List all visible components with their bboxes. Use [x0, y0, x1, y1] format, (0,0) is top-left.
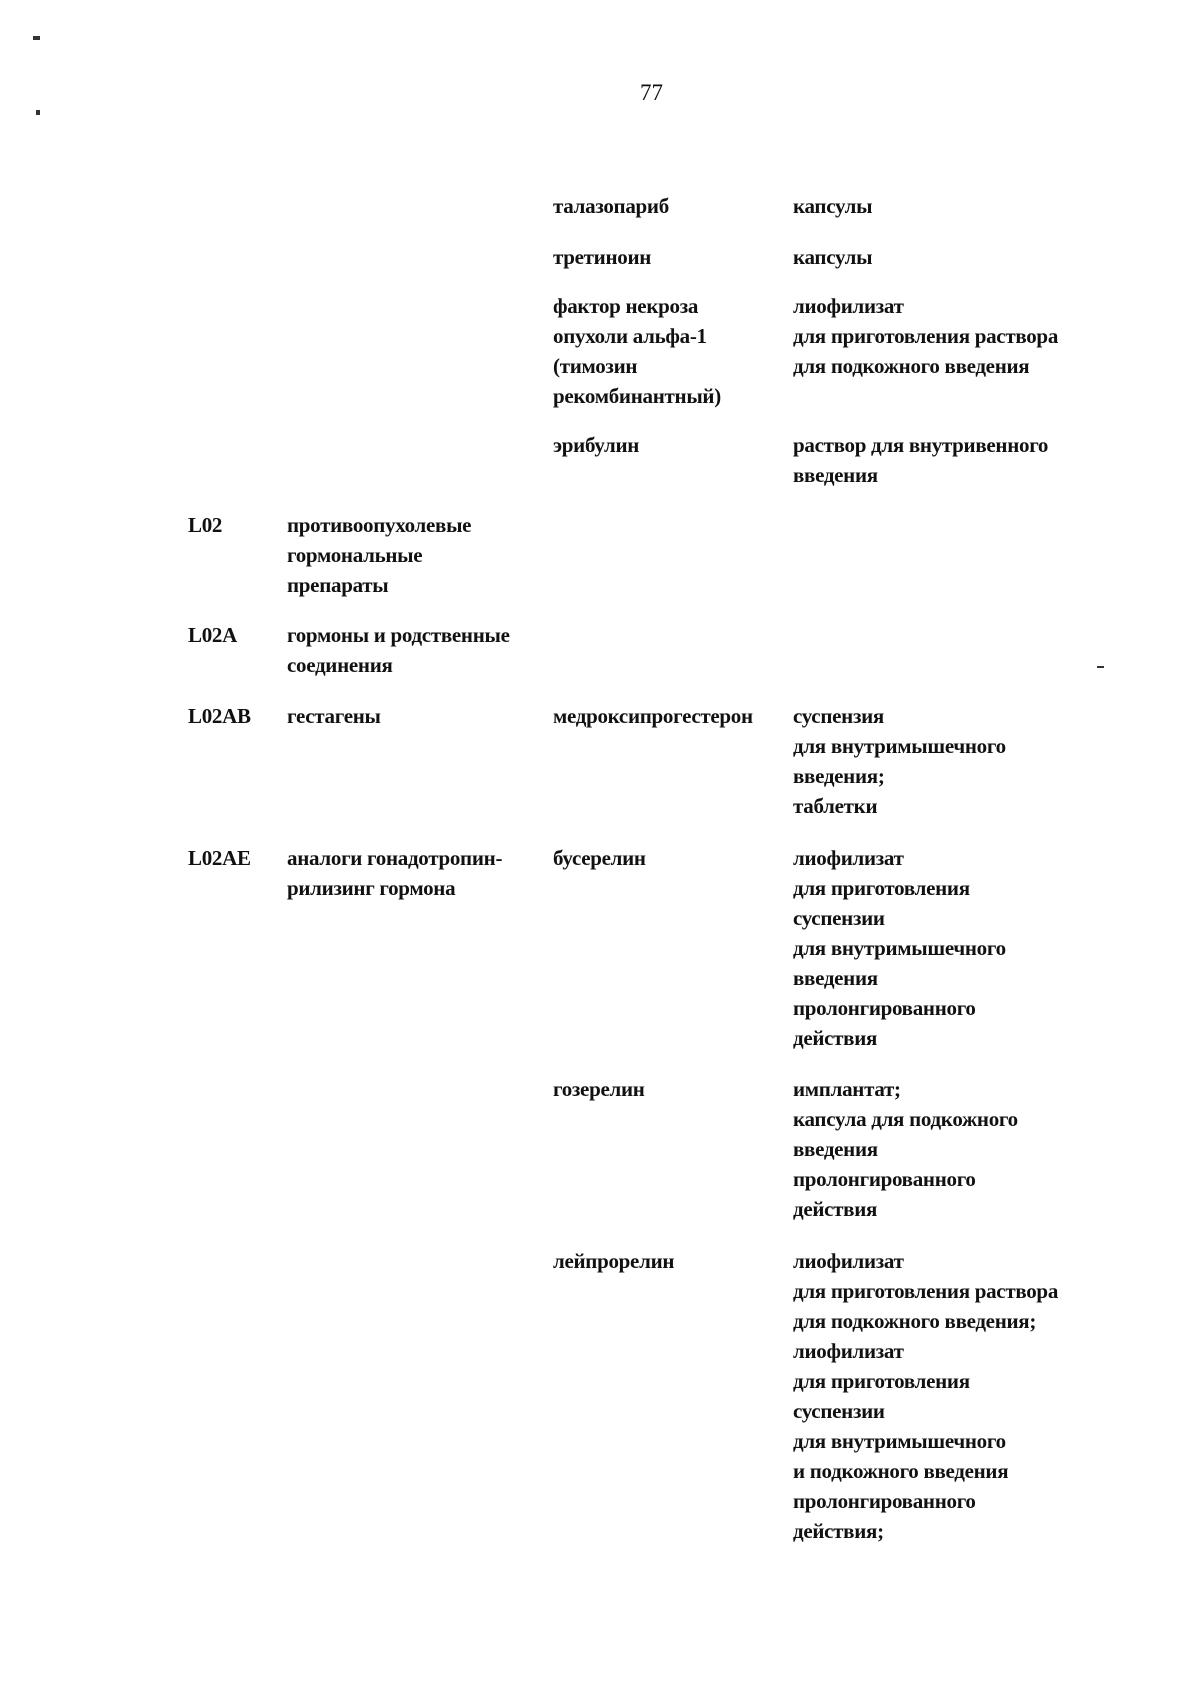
scan-artifact: [33, 36, 40, 40]
drug-name: медроксипрогестерон: [553, 704, 753, 728]
drug-name: лейпрорелин: [553, 1249, 675, 1273]
group-name: гестагены: [287, 704, 381, 728]
dosage-form: имплантат; капсула для подкожного введения пролонгированного действия: [793, 1077, 1018, 1221]
dosage-form: лиофилизат для приготовления суспензии для внутримышечного введения пролонгированного действия: [793, 846, 1006, 1050]
dosage-form: лиофилизат для приготовления раствора для подкожного введения: [793, 294, 1059, 378]
drug-name: гозерелин: [553, 1077, 645, 1101]
drug-name: талазопариб: [553, 194, 669, 218]
dosage-form: капсулы: [793, 194, 873, 218]
drug-name: фактор некроза опухоли альфа-1 (тимозин рекомбинантный): [553, 294, 721, 408]
group-name: гормоны и родственные соединения: [287, 623, 510, 677]
dosage-form: суспензия для внутримышечного введения; таблетки: [793, 704, 1006, 818]
drug-name: эрибулин: [553, 433, 640, 457]
scan-artifact: [1097, 666, 1104, 668]
page-number: 77: [640, 80, 663, 105]
dosage-form: капсулы: [793, 245, 873, 269]
dosage-form: раствор для внутривенного введения: [793, 433, 1049, 487]
atc-code: L02AE: [188, 846, 251, 870]
dosage-form: лиофилизат для приготовления раствора для подкожного введения; лиофилизат для приготовления суспензии для внутримышечного и подкожного введения пролонгированного действия;: [793, 1249, 1059, 1543]
atc-code: L02A: [188, 623, 237, 647]
atc-code: L02: [188, 513, 223, 537]
group-name: аналоги гонадотропин- рилизинг гормона: [287, 846, 503, 900]
drug-name: бусерелин: [553, 846, 646, 870]
scan-artifact: [36, 110, 40, 115]
group-name: противоопухолевые гормональные препараты: [287, 513, 472, 597]
drug-name: третиноин: [553, 245, 652, 269]
atc-code: L02AB: [188, 704, 251, 728]
